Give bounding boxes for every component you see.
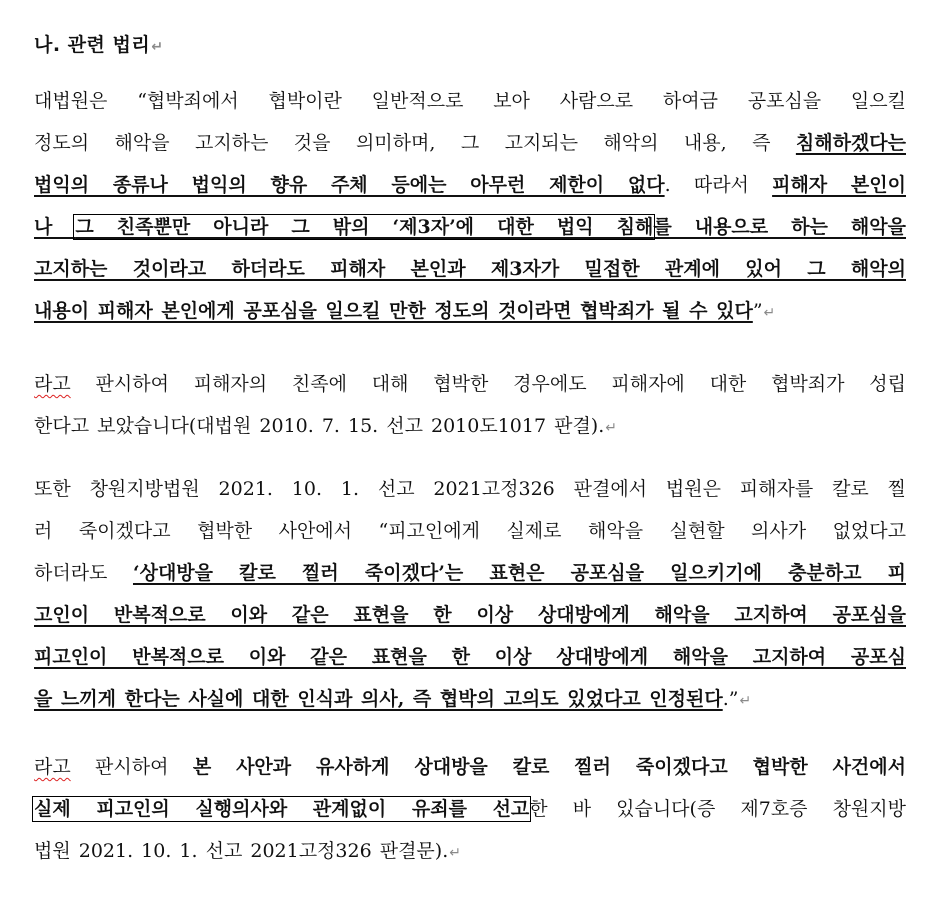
- paragraph-mark-icon: ↵: [763, 305, 776, 321]
- bold-underlined-text: 를 내용으로 하는 해악을: [653, 216, 906, 238]
- bold-underlined-text: 나: [34, 216, 76, 238]
- paragraph-line: [34, 752, 906, 794]
- line-text: 러 죽이겠다고 협박한 사안에서 “피고인에게 실제로 해악을 실현할 의사가 없었다고: [34, 520, 906, 542]
- bold-underlined-text: ‘상대방을 칼로 찔러 죽이겠다’는 표현은 공포심을 일으키기에 충분하고 피: [132, 562, 906, 584]
- line-text: 판시하여: [70, 756, 193, 778]
- paragraph-3: [34, 474, 906, 726]
- line-text: 한다고 보았습니다(대법원 2010. 7. 15. 선고 2010도1017 판결).: [34, 415, 605, 437]
- section-heading: [34, 28, 163, 64]
- paragraph-line: [34, 600, 906, 642]
- paragraph-mark-icon: ↵: [449, 845, 461, 861]
- paragraph-mark-icon: ↵: [151, 39, 164, 55]
- paragraph-line: [34, 794, 906, 836]
- line-text: 정도의 해악을 고지하는 것을 의미하며, 그 고지되는 해악의 내용, 즉: [34, 132, 796, 154]
- bold-underlined-text: 내용이 피해자 본인에게 공포심을 일으킬 만한 정도의 것이라면 협박죄가 될 수 있다: [34, 300, 753, 322]
- paragraph-line: [34, 558, 906, 600]
- paragraph-mark-icon: ↵: [605, 420, 617, 436]
- paragraph-line: [34, 212, 906, 254]
- section-heading-text: 나. 관련 법리: [34, 34, 151, 56]
- bold-underlined-text: 침해하겠다는: [795, 132, 906, 154]
- paragraph-line: [34, 128, 906, 170]
- paragraph-4: [34, 752, 906, 878]
- line-text: 한 바 있습니다(증 제7호증 창원지방: [529, 798, 906, 820]
- boxed-highlight-text: 실제 피고인의 실행의사와 관계없이 유죄를 선고: [34, 798, 530, 820]
- line-text: 대법원은 “협박죄에서 협박이란 일반적으로 보아 사람으로 하여금 공포심을 일으킬: [34, 90, 906, 112]
- line-text: ”: [752, 300, 763, 322]
- line-text: 또한 창원지방법원 2021. 10. 1. 선고 2021고정326 판결에서 법원은 피해자를 칼로 찔: [34, 478, 906, 500]
- spellcheck-flagged-text: 라고: [34, 756, 71, 778]
- bold-underlined-text: 고지하는 것이라고 하더라도 피해자 본인과 제3자가 밀접한 관계에 있어 그 해악의: [34, 258, 906, 280]
- bold-underlined-text: 피해자 본인이: [772, 174, 906, 196]
- paragraph-line: [34, 411, 906, 453]
- paragraph-line: [34, 684, 906, 726]
- paragraph-line: [34, 474, 906, 516]
- bold-text: 본 사안과 유사하게 상대방을 칼로 찔러 죽이겠다고 협박한 사건에서: [192, 756, 906, 778]
- paragraph-line: [34, 254, 906, 296]
- bold-underlined-text: 피고인이 반복적으로 이와 같은 표현을 한 이상 상대방에게 해악을 고지하여 공포심: [34, 646, 906, 668]
- paragraph-line: [34, 86, 906, 128]
- paragraph-line: [34, 369, 906, 411]
- bold-underlined-text: 을 느끼게 한다는 사실에 대한 인식과 의사, 즉 협박의 고의도 있었다고 인정된다: [34, 688, 723, 710]
- paragraph-line: [34, 642, 906, 684]
- bold-underlined-text: 법익의 종류나 법익의 향유 주체 등에는 아무런 제한이 없다: [34, 174, 665, 196]
- paragraph-line: [34, 516, 906, 558]
- bold-underlined-text: 고인이 반복적으로 이와 같은 표현을 한 이상 상대방에게 해악을 고지하여 공포심을: [34, 604, 906, 626]
- line-text: 법원 2021. 10. 1. 선고 2021고정326 판결문).: [34, 840, 449, 862]
- boxed-highlight-text: 그 친족뿐만 아니라 그 밖의 ‘제3자’에 대한 법익 침해: [75, 216, 654, 238]
- line-text: . 따라서: [664, 174, 773, 196]
- paragraph-line: [34, 296, 906, 338]
- paragraph-2: [34, 369, 906, 453]
- paragraph-line: [34, 170, 906, 212]
- line-text: 하더라도: [34, 562, 133, 584]
- spellcheck-flagged-text: 라고: [34, 373, 71, 395]
- line-text: .”: [722, 688, 739, 710]
- paragraph-mark-icon: ↵: [739, 693, 752, 709]
- paragraph-line: [34, 836, 906, 878]
- paragraph-1: [34, 86, 906, 338]
- line-text: 판시하여 피해자의 친족에 대해 협박한 경우에도 피해자에 대한 협박죄가 성립: [70, 373, 906, 395]
